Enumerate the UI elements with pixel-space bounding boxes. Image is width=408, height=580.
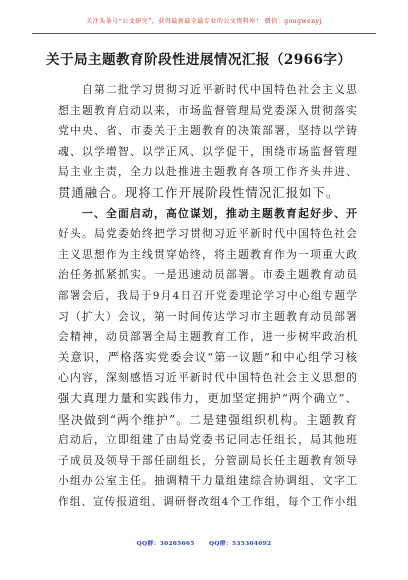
body-line: 党中央、省、市委关于主题教育的决策部署，坚持以学铸 xyxy=(58,124,358,138)
body-line: 坚决做到“两个维护”。二是建强组织机构。主题教育 xyxy=(58,412,358,427)
promo-banner xyxy=(0,16,408,25)
body-line: 贯通融合。现将工作开展阶段性情况汇报如下。 xyxy=(58,185,340,200)
qq-group-2: QQ群：535304092 xyxy=(208,541,272,547)
section-heading: 一、全面启动，高位谋划，推动主题教育起好步、开 xyxy=(82,206,358,220)
body-line: 习（扩大）会议，第一时间传达学习市主题教育动员部署 xyxy=(58,309,358,323)
qq-group-1: QQ群：30265665 xyxy=(136,541,195,547)
body-line: 子成员及领导干部任副组长，分管副局长任主题教育领导 xyxy=(58,453,358,467)
document-body xyxy=(58,80,358,512)
body-line: 局主业主责，全力以赴推进主题教育各项工作齐头并进、 xyxy=(58,165,358,179)
body-line: 启动后，立即组建了由局党委书记同志任组长，局其他班 xyxy=(58,433,358,447)
body-line: 心内容，深刻感悟习近平新时代中国特色社会主义思想的 xyxy=(58,371,358,385)
body-line: 会精神，动员部署全局主题教育工作，进一步树牢政治机 xyxy=(58,330,358,344)
body-line: 好头。局党委始终把学习贯彻习近平新时代中国特色社会 xyxy=(58,227,358,241)
body-line: 想主题教育启动以来，市场监督管理局党委深入贯彻落实 xyxy=(58,103,358,117)
document-title: 关于局主题教育阶段性进展情况汇报（2966字） xyxy=(46,52,352,68)
body-line: 魂、以学增智、以学正风、以学促干，围绕市场监督管理 xyxy=(58,144,358,158)
header-divider xyxy=(32,33,376,34)
body-line: 部署会后，我局于9月4日召开党委理论学习中心组专题学 xyxy=(58,289,358,302)
body-line: 治任务抓紧抓实。一是迅速动员部署。市委主题教育动员 xyxy=(58,268,358,282)
section-heading-line xyxy=(58,204,358,225)
body-line: 关意识，严格落实党委会议“第一议题”和中心组学习核 xyxy=(58,350,358,364)
body-line: 自第二批学习贯彻习近平新时代中国特色社会主义思 xyxy=(82,83,358,96)
body-line: 强大真理力量和实践伟力，更加坚定拥护“两个确立”、 xyxy=(58,391,358,405)
page-footer xyxy=(0,538,408,547)
promo-banner-text: 关注头条号“公文研究”，获得最新最全最专业的公文资料库！ 微信：gongwenyj xyxy=(86,18,322,25)
body-line: 小组办公室主任。抽调精干力量组建综合协调组、文字工 xyxy=(58,474,358,488)
body-line: 主义思想作为主线贯穿始终，将主题教育作为一项重大政 xyxy=(58,247,358,261)
body-line: 作组、宣传报道组、调研督改组4个工作组，每个工作小组 xyxy=(58,495,358,508)
